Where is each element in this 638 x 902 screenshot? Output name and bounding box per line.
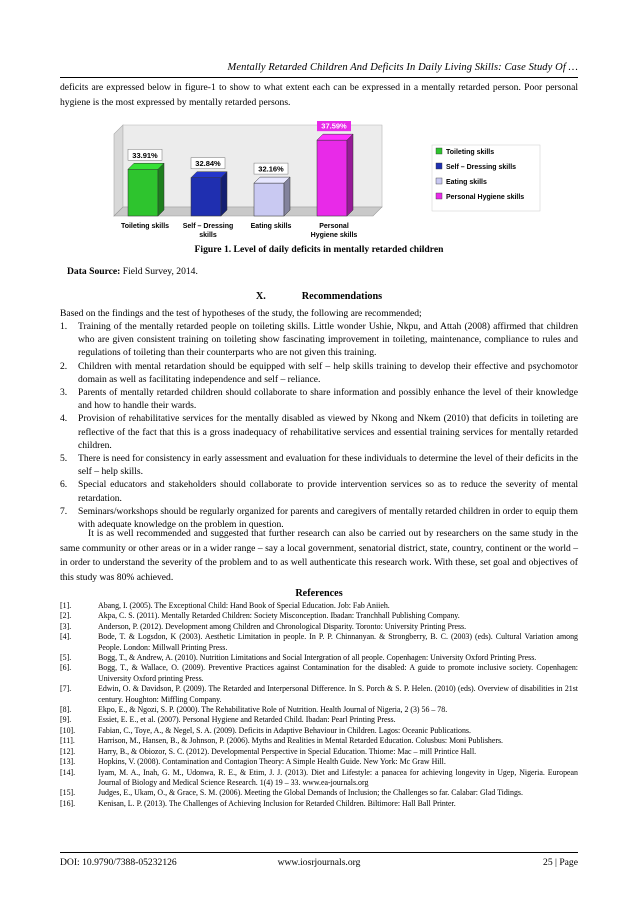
reference-number: [12]. xyxy=(60,746,76,756)
reference-text: Bogg, T., & Wallace, O. (2009). Preventive Practices against Contamination for the disabled: A guide to promote inclusive society. Copenhagen: University Oxford printing Press. xyxy=(98,663,578,683)
reference-number: [8]. xyxy=(60,705,72,715)
legend-swatch xyxy=(436,148,442,154)
chart-side-wall xyxy=(114,125,123,216)
section-number: X. xyxy=(255,291,266,302)
category-label: Eating skills xyxy=(250,223,292,230)
reference-number: [6]. xyxy=(60,663,72,673)
reference-item xyxy=(60,705,578,715)
reference-number: [2]. xyxy=(60,611,72,621)
reference-text: Kenisan, L. P. (2013). The Challenges of Achieving Inclusion for Retarded Children. Biltimore: Hall Ball Printer. xyxy=(98,798,456,808)
recommendation-number: 4. xyxy=(60,413,68,425)
reference-item xyxy=(60,747,578,757)
recommendation-number: 1. xyxy=(60,321,68,332)
figure-caption: Figure 1. Level of daily deficits in mentally retarded children xyxy=(194,244,444,255)
footer-website[interactable]: www.iosrjournals.org xyxy=(277,857,361,868)
reference-number: [5]. xyxy=(60,653,72,663)
recommendation-item xyxy=(60,478,578,504)
data-source xyxy=(67,266,198,277)
reference-text: Judges, E., Ukam, O., & Grace, S. M. (2006). Meeting the Global Demands of Inclusion; the Challenges so far. Calabar: Glad Tidings. xyxy=(98,788,523,798)
legend-swatch xyxy=(436,178,442,184)
reference-text: Anderson, P. (2012). Development among Children and Chronological Disparity. Toronto: University Printing Press. xyxy=(98,621,467,631)
footer-rule xyxy=(60,852,578,853)
reference-item xyxy=(60,768,578,789)
reference-text: Ekpo, E., & Ngozi, S. P. (2000). The Rehabilitative Role of Nutrition. Health Journal of Nigeria, 2 (3) 56 – 78. xyxy=(98,705,448,715)
recommendation-number: 6. xyxy=(60,479,68,491)
footer-doi: DOI: 10.9790/7388-05232126 xyxy=(60,857,177,868)
recommendation-item xyxy=(60,320,578,360)
recommendation-item xyxy=(60,452,578,478)
data-source-label: Data Source: xyxy=(67,266,121,277)
legend-swatch xyxy=(436,163,442,169)
legend-label: Eating skills xyxy=(446,179,487,186)
bar-front xyxy=(254,183,284,216)
bar-front xyxy=(128,169,158,216)
references-title: References xyxy=(295,588,343,599)
data-label: 37.59% xyxy=(321,121,347,131)
reference-item xyxy=(60,799,578,809)
reference-number: [15]. xyxy=(60,788,76,798)
recommendation-text: Training of the mentally retarded people on toileting skills. Little wonder Ushie, Nkpu, and Attah (2008) affirmed that children who are given consistent training on toileting show fascinating improvement in toileting, maintenance, compliance to rules and regulations of toileting than their counterparts who are not given this training. xyxy=(78,321,578,359)
reference-number: [14]. xyxy=(60,767,76,777)
recommendation-text: Parents of mentally retarded children should collaborate to share information and possibly enhance the level of their knowledge and how to handle their wards. xyxy=(78,387,578,412)
reference-item xyxy=(60,611,578,621)
bar-side xyxy=(158,163,164,216)
reference-number: [4]. xyxy=(60,632,72,642)
bar-side xyxy=(347,134,353,216)
category-label: skills xyxy=(199,232,217,239)
reference-text: Akpa, C. S. (2011). Mentally Retarded Children: Society Misconception. Ibadan: Tranchhall Publishing Company. xyxy=(98,611,460,621)
header-rule xyxy=(60,77,578,78)
section-title: Recommendations xyxy=(301,291,383,302)
reference-text: Harry, B., & Obiozor, S. C. (2012). Developmental Perspective in Special Education. Thiome: Mac – mill Printice Hall. xyxy=(98,746,477,756)
category-label: Personal xyxy=(319,223,349,230)
recommendation-text: Provision of rehabilitative services for the mentally disabled as viewed by Nkong and Nkem (2010) that deficits in toileting are reflective of the fact that this is a gross inadequacy of rehabilitative services and essential training services for mentally retarded children. xyxy=(78,413,578,451)
reference-number: [10]. xyxy=(60,725,76,735)
bar-front xyxy=(317,140,347,216)
reference-number: [13]. xyxy=(60,757,76,767)
bar-top xyxy=(317,134,353,140)
recommendation-number: 7. xyxy=(60,505,68,517)
reference-text: Bogg, T., & Andrew, A. (2010). Nutrition Limitations and Social Intergration of all people. Copenhagen: University Oxford Printing Press. xyxy=(98,653,537,663)
recommendation-number: 2. xyxy=(60,360,68,372)
closing-paragraph: It is as well recommended and suggested that further research can also be carried out by researchers on the same study in the same community or other areas or in a wider range – say a local government, senatorial district, state, country, continent or the world – in order to understand the severity of the problem and to as well authenticate this research work. With these, set goal and objectives of this study was 80% achieved. xyxy=(60,528,578,583)
reference-text: Hopkins, V. (2008). Contamination and Contagion Theory: A Simple Health Guide. New York: Mc Graw Hill. xyxy=(98,757,446,767)
recommendations-intro: Based on the findings and the test of hypotheses of the study, the following are recommended; xyxy=(60,308,422,319)
bar-side xyxy=(221,172,227,216)
category-label: Self – Dressing xyxy=(182,223,234,230)
reference-text: Essiet, E. E., et al. (2007). Personal Hygiene and Retarded Child. Ibadan: Pearl Printing Press. xyxy=(98,715,396,725)
recommendation-number: 3. xyxy=(60,387,68,399)
reference-text: Bode, T. & Logsdon, K (2003). Aesthetic Limitation in people. In P. P. Chinnanyan. & Strongberry, B. C. (2003) (eds). Cultural Variation among People. London: Millwall Printing Press. xyxy=(98,632,578,652)
recommendation-item xyxy=(60,360,578,386)
bar-top xyxy=(191,172,227,178)
legend-label: Personal Hygiene skills xyxy=(446,194,525,201)
footer-page-number: 25 | Page xyxy=(543,857,578,868)
recommendation-item xyxy=(60,386,578,412)
reference-text: Fabian, C., Toye, A., & Negel, S. A. (2009). Deficits in Adaptive Behaviour in Children. Lagos: Oceanic Publications. xyxy=(98,725,471,735)
bar-side xyxy=(284,177,290,216)
reference-item xyxy=(60,726,578,736)
reference-item xyxy=(60,757,578,767)
recommendation-text: Seminars/workshops should be regularly organized for parents and caregivers of mentally retarded children in order to equip them with adequate knowledge on the problem in question. xyxy=(78,505,578,531)
category-label: Hygiene skills xyxy=(310,232,358,239)
recommendations-list xyxy=(60,320,578,531)
legend-label: Toileting skills xyxy=(446,149,495,156)
reference-text: Harrison, M., Hansen, B., & Johnson, P. (2006). Myths and Realities in Mental Retarded Education. Colusbus: Moni Publishers. xyxy=(98,736,504,746)
bar-chart-svg xyxy=(104,121,544,246)
reference-text: Abang, I. (2005). The Exceptional Child: Hand Book of Special Education. Job: Fab Aniieh. xyxy=(98,601,390,610)
references-list xyxy=(60,601,578,809)
bar-top xyxy=(128,163,164,169)
recommendation-number: 5. xyxy=(60,453,68,465)
reference-number: [9]. xyxy=(60,715,72,725)
reference-item xyxy=(60,663,578,684)
reference-number: [3]. xyxy=(60,621,72,631)
data-label: 33.91% xyxy=(132,150,158,160)
reference-item xyxy=(60,622,578,632)
figure-1-chart xyxy=(104,121,544,246)
recommendation-text: Special educators and stakeholders should collaborate to provide intervention services so as to reduce the severity of mental retardation. xyxy=(78,479,578,504)
data-source-value: Field Survey, 2014. xyxy=(122,266,198,277)
reference-item xyxy=(60,684,578,705)
reference-number: [7]. xyxy=(60,684,72,694)
recommendation-text: Children with mental retardation should be equipped with self – help skills training to develop their effective and psychomotor domain as well as facilitating independence and self – reliance. xyxy=(78,360,578,385)
category-label: Toileting skills xyxy=(120,223,170,230)
reference-item xyxy=(60,715,578,725)
legend-swatch xyxy=(436,193,442,199)
legend-label: Self – Dressing skills xyxy=(446,164,517,171)
data-label: 32.84% xyxy=(195,159,221,169)
reference-item xyxy=(60,653,578,663)
recommendation-item xyxy=(60,412,578,452)
recommendation-text: There is need for consistency in early assessment and evaluation for these individuals to determine the level of their deficits in the self – help skills. xyxy=(78,453,578,478)
reference-text: Iyam, M. A., Inah, G. M., Udonwa, R. E., & Etim, J. J. (2013). Diet and Lifestyle: a panacea for achieving longevity in Ugep, Nigeria. European Journal of Biology and Medical Science Research. 1(4) 19 – 33. www.ea-journals.org xyxy=(98,767,578,787)
reference-number: [16]. xyxy=(60,798,76,808)
running-head: Mentally Retarded Children And Deficits In Daily Living Skills: Case Study Of … xyxy=(227,62,578,73)
intro-paragraph: deficits are expressed below in figure-1 to show to what extent each can be expressed in a mentally retarded person. Poor personal hygiene is the most expressed by mentally retarded persons. xyxy=(60,82,578,108)
reference-number: [11]. xyxy=(60,736,75,746)
data-label: 32.16% xyxy=(258,164,284,174)
reference-item xyxy=(60,601,578,611)
reference-text: Edwin, O. & Davidson, P. (2009). The Retarded and Interpersonal Difference. In S. Porch & S. P. Helen. (2010) (eds). Overview of disabilities in 21st century. Houghton: Miffling Company. xyxy=(98,684,578,704)
reference-item xyxy=(60,736,578,746)
reference-item xyxy=(60,788,578,798)
bar-front xyxy=(191,178,221,216)
reference-number: [1]. xyxy=(60,601,72,610)
section-heading xyxy=(0,291,638,302)
bar-top xyxy=(254,177,290,183)
reference-item xyxy=(60,632,578,653)
